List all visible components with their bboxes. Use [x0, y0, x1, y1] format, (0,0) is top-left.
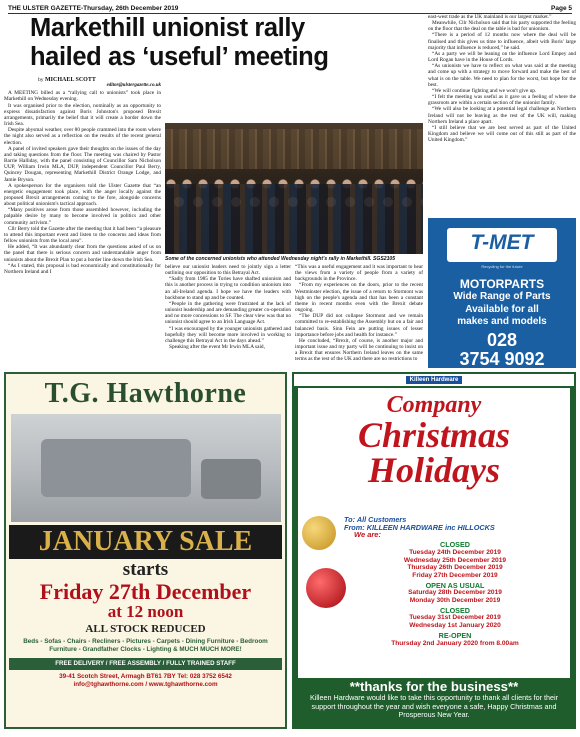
paragraph: “There is a period of 12 months now where the deal will be finalised and this gives us time to influence, albeit with Boris' large majority that influence is reduced,” he said.	[428, 32, 576, 51]
paragraph: “As a party we will be leaning on the influence Lord Empey and Lord Rogan have in the House of Lords.	[428, 50, 576, 64]
paragraph: Meanwhile, Cllr Nicholson said that his party supported the feeling on the floor that the deal on the table is bad for unionism.	[428, 20, 576, 33]
tmet-range-line: Wide Range of Parts	[453, 291, 551, 302]
paper-title-date: THE ULSTER GAZETTE-Thursday, 26th December 2019	[8, 5, 179, 12]
paragraph: “Sadly from 1985 the Tories have shafted unionism and this is another process in trying to condition unionism into an all-Ireland agenda. I hope we have the leaders with backbone to stand up and be counted.	[165, 276, 291, 301]
sale-date: Friday 27th December	[39, 579, 252, 604]
paragraph: Cllr Berry told the Gazette after the meeting that it had been “a pleasure to attend this important event and listen to the concerns and ideas from fellow unionists from the local area”.	[4, 225, 161, 245]
hawthorne-address: 39-41 Scotch Street, Armagh BT61 7BY Tel: 028 3752 6542	[59, 673, 232, 680]
hawthorne-web[interactable]: info@tghawthorne.com / www.tghawthorne.com	[73, 681, 218, 688]
paragraph: believe our unionist leaders need to jointly sign a letter outlining our opposition to this Betrayal Act.	[165, 264, 291, 277]
notice-from: From: KILLEEN HARDWARE inc HILLOCKS	[344, 522, 495, 532]
paragraph: He added, “It was abundantly clear from the questions asked of us on the panel that there is serious concern and understandable anger from unionists about the Brexit Plan to put a border line down the Irish Sea.	[4, 244, 161, 263]
byline-prefix: by	[38, 77, 44, 83]
paragraph: A panel of invited speakers gave their thoughts on the issues of the day and taking questions from the floor. The meeting was chaired by Pastor Barrie Halliday, with the panel consisting of Councillor Sam Nicholson UUP, William Irwin MLA, DUP, independent Councillor Paul Berry, Quincey Dougan, representing Markethill District Orange Lodge, and Jamie Bryson.	[4, 145, 161, 183]
closed-date: Tuesday 24th December 2019	[409, 548, 501, 556]
article-column-2	[165, 264, 291, 368]
heading-company: Company	[386, 392, 482, 418]
paragraph: It was organised prior to the election, nominally as an opportunity to express dissatisfaction against Boris Johnston's proposed Brexit arrangements, primarily the belief that it will create a border down the Irish Sea.	[4, 102, 161, 128]
paragraph: “From my experiences on the doors, prior to the recent Westminster election, the issue of a return to Stormont was high on the people's agenda and that has been a constant theme in recent months even with the Brexit debate ongoing.	[295, 282, 423, 314]
tmet-advert[interactable]	[428, 218, 576, 368]
closed-date: Thursday 26th December 2019	[407, 564, 503, 572]
paragraph: “I was encouraged by the younger unionists gathered and hopefully they will become more involved in working to challenge this Betrayal Act in the days ahead.”	[165, 325, 291, 344]
tmet-phone-number: 3754 9092	[459, 348, 545, 369]
product-list: Beds - Sofas - Chairs - Recliners - Pictures - Carpets - Dining Furniture - Bedroom Furniture - Grandfather Clocks - Lighting & MUCH MUCH MORE!	[23, 638, 268, 653]
we-are: We are:	[354, 530, 381, 540]
paragraph: A spokesperson for the organisers told the Ulster Gazette that “an energetic engagement took place, with the anger locally against the proposed Brexit arrangements coming to the fore, alongside concerns about political unionism's tactical approach.	[4, 182, 161, 208]
open-date: Saturday 28th December 2019	[408, 589, 502, 597]
hawthorne-name: T.G. Hawthorne	[44, 378, 247, 409]
paragraph: “As I stated, this proposal is bad economically and constitutionally for Northern Ireland and I	[4, 262, 161, 275]
sofa-image	[11, 414, 281, 522]
article-column-3	[295, 264, 423, 368]
closed-heading: CLOSED	[440, 540, 470, 550]
tmet-phone-code: 028	[486, 329, 518, 350]
sale-time: at 12 noon	[107, 602, 184, 621]
killeen-brand: Killeen Hardware	[406, 376, 463, 384]
article-column-4	[428, 14, 576, 216]
paragraph: east-west trade as the UK mainland is our largest market.”	[428, 14, 552, 20]
closed-date: Wednesday 25th December 2019	[403, 556, 507, 564]
heading-christmas: Christmas	[357, 415, 511, 455]
tmet-tagline: Recycling for the future	[481, 264, 523, 269]
paragraph: “We will continue fighting and we won't give up.	[432, 87, 537, 94]
closed-date: Friday 27th December 2019	[412, 571, 498, 579]
killeen-notice-card	[298, 388, 570, 678]
tmet-range-line: makes and models	[457, 316, 547, 327]
reopen-date: Thursday 2nd January 2020 from 8.00am	[391, 639, 519, 647]
paragraph: “I felt the meeting was useful as it gave us a feeling of where the grassroots are within a certain section of the unionist family.	[428, 94, 576, 107]
paragraph: “I still believe that we are best served as part of the United Kingdom and believe we will come out of this still as part of the United Kingdom.”	[428, 124, 576, 144]
paragraph: “As unionists we have to reflect on what was said at the meeting and come up with a strategy to move forward and make the best of what is on the table. We need to plan for the worst, but hope for the best.	[428, 63, 576, 88]
closed-heading: CLOSED	[440, 605, 470, 615]
killeen-logo-bar	[294, 374, 574, 386]
author-email[interactable]: editor@ulstergazette.co.uk	[106, 83, 161, 89]
closed-date: Tuesday 31st December 2019	[409, 614, 501, 622]
paragraph: A MEETING billed as a “rallying call to unionists” took place in Markethill on Wednesday evening.	[4, 90, 161, 103]
paragraph: Despite abysmal weather, over 80 people crammed into the room where the night also served as a reflection on the results of the recent general election.	[4, 127, 161, 146]
bauble-red-icon	[306, 568, 346, 608]
paragraph: “People in the gathering were frustrated at the lack of unionist leadership and are demanding greater co-operation and no more concessions to SF. The clear view was that no unionist should agree to an Irish Language Act.	[165, 300, 291, 326]
tmet-range-line: Available for all	[465, 303, 539, 315]
page-header	[8, 4, 572, 14]
sale-starts: starts	[122, 559, 169, 580]
tmet-motorparts: MOTORPARTS	[459, 277, 545, 291]
photo-background	[165, 129, 423, 169]
heading-holidays: Holidays	[368, 450, 500, 490]
delivery-banner: FREE DELIVERY / FREE ASSEMBLY / FULLY TRAINED STAFF	[9, 658, 282, 670]
article-column-1	[4, 77, 161, 367]
photo-caption: Some of the concerned unionists who attended Wednesday night's rally in Markethill. SGS2105	[165, 256, 396, 262]
paragraph: Speaking after the event Mr Irwin MLA said,	[169, 344, 265, 351]
paragraph: He concluded, “Brexit, of course, is another major and important issue and my party will be continuing to insist on a Brexit that ensures Northern Ireland leaves on the same terms as the rest of the UK and there are no restrictions to	[295, 337, 423, 363]
killeen-message: Killeen Hardware would like to take this opportunity to thank all clients for their support throughout the year and wish everyone a safe, Happy Christmas and Prosperous New Year.	[309, 693, 559, 719]
hawthorne-advert[interactable]	[4, 372, 287, 729]
opening-hours	[344, 516, 566, 647]
open-date: Monday 30th December 2019	[409, 597, 501, 605]
headline-line-2: hailed as ‘useful’ meeting	[30, 43, 329, 71]
rally-photo	[165, 123, 423, 254]
notice-to: To: All Customers	[344, 515, 407, 524]
january-sale-banner: JANUARY SALE	[9, 525, 282, 559]
paragraph: “The DUP did not collapse Stormont and we remain committed to re-establishing the Assembly but on a fair and balanced basis. Sinn Fein are putting issues of lesser importance before jobs and health for instance.”	[295, 313, 423, 338]
open-heading: OPEN AS USUAL	[425, 580, 485, 590]
paragraph: “Many positives arose from those assembled however, including the palpable desire by many to become involved in politics and other community activism.”	[4, 207, 161, 226]
tmet-logo: T-MET	[447, 228, 557, 262]
all-stock-reduced: ALL STOCK REDUCED	[85, 623, 206, 635]
closed-date: Wednesday 1st January 2020	[409, 622, 501, 630]
author-name: MICHAEL SCOTT	[45, 77, 96, 83]
photo-crowd	[165, 184, 423, 254]
thanks-banner: **thanks for the business**	[349, 679, 519, 694]
article-headline	[30, 14, 430, 72]
paragraph: “This was a useful engagement and it was important to hear the views from a variety of people from a variety of backgrounds in the Province.	[295, 264, 423, 283]
paragraph: “We will also be looking at a potential legal challenge as Northern Ireland will not be leaving as the rest of the UK will, making Northern Ireland a place apart.	[428, 106, 576, 125]
killeen-advert[interactable]	[292, 372, 576, 729]
headline-line-1: Markethill unionist rally	[30, 14, 305, 42]
reopen-heading: RE-OPEN	[438, 630, 472, 640]
page-number: Page 5	[551, 5, 572, 12]
bauble-gold-icon	[302, 516, 336, 550]
